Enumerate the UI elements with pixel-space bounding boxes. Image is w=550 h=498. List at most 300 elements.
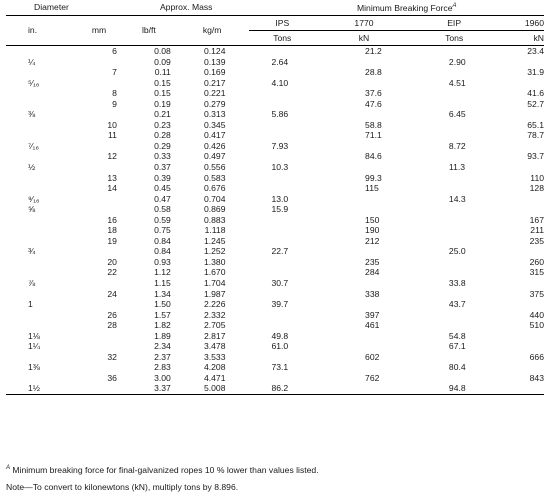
- cell-lbft: 0.11: [154, 67, 171, 78]
- cell-eip: 54.8: [448, 330, 466, 341]
- cell-1960: 843: [529, 372, 544, 383]
- cell-ips: [249, 130, 315, 141]
- cell-1770: [315, 141, 413, 152]
- cell-1770: [315, 384, 413, 395]
- cell-kgm: 0.124: [203, 45, 226, 56]
- table-row: [6, 278, 544, 289]
- cell-ips: [249, 257, 315, 268]
- cell-lbft: 0.15: [154, 77, 171, 88]
- cell-ips: 49.8: [271, 330, 289, 341]
- cell-1960: [495, 384, 544, 395]
- cell-ips: [249, 320, 315, 331]
- cell-mm: 32: [107, 351, 117, 362]
- table-row: [6, 78, 544, 89]
- cell-1770: [315, 57, 413, 68]
- cell-lbft: 1.50: [154, 299, 171, 310]
- cell-lbft: 0.47: [154, 193, 171, 204]
- cell-eip: 43.7: [448, 299, 466, 310]
- table-row: [6, 257, 544, 268]
- cell-eip: [413, 88, 495, 99]
- cell-in: ⁹⁄₁₆: [28, 193, 40, 204]
- cell-1770: [315, 362, 413, 373]
- cell-1770: 461: [365, 320, 380, 331]
- cell-1770: [315, 341, 413, 352]
- header-unit-ips: Tons: [249, 31, 315, 46]
- header-col-eip: EIP: [447, 17, 462, 28]
- cell-ips: [249, 151, 315, 162]
- cell-mm: [75, 78, 123, 89]
- header-col-lbft: lb/ft: [123, 16, 175, 46]
- cell-1960: [495, 341, 544, 352]
- cell-eip: [413, 352, 495, 363]
- table-row: [6, 120, 544, 131]
- cell-1770: 21.2: [365, 45, 382, 56]
- cell-lbft: 1.89: [154, 330, 171, 341]
- cell-kgm: 0.139: [203, 56, 226, 67]
- cell-lbft: 0.84: [154, 246, 171, 257]
- cell-1770: [315, 246, 413, 257]
- cell-mm: [75, 57, 123, 68]
- cell-mm: [75, 362, 123, 373]
- cell-1960: 31.9: [527, 67, 544, 78]
- cell-1770: 150: [365, 214, 380, 225]
- cell-ips: 13.0: [271, 193, 289, 204]
- cell-mm: 19: [107, 235, 117, 246]
- cell-1770: 71.1: [365, 130, 382, 141]
- cell-1770: [315, 204, 413, 215]
- cell-1960: 666: [529, 351, 544, 362]
- cell-lbft: 0.93: [154, 256, 171, 267]
- cell-eip: 2.90: [448, 56, 466, 67]
- cell-lbft: 1.34: [154, 288, 171, 299]
- table-row: [6, 141, 544, 152]
- cell-1770: 47.6: [365, 98, 382, 109]
- cell-in: [6, 151, 75, 162]
- cell-1770: [315, 278, 413, 289]
- cell-eip: [413, 130, 495, 141]
- cell-mm: [75, 109, 123, 120]
- cell-1960: 440: [529, 309, 544, 320]
- table-row: [6, 130, 544, 141]
- cell-1770: 212: [365, 235, 380, 246]
- cell-lbft: 1.15: [154, 278, 171, 288]
- header-row-group: [6, 0, 544, 16]
- cell-mm: [75, 194, 123, 205]
- cell-kgm: 0.345: [203, 119, 226, 130]
- cell-kgm: 0.313: [203, 109, 226, 120]
- cell-lbft: 0.29: [154, 140, 171, 151]
- cell-1960: [495, 194, 544, 205]
- cell-1770: 235: [365, 256, 380, 267]
- cell-1960: [495, 278, 544, 289]
- cell-lbft: 0.21: [154, 109, 171, 120]
- cell-1960: [495, 162, 544, 173]
- table-row: [6, 341, 544, 352]
- header-col-mm: mm: [75, 16, 123, 46]
- table-row: [6, 236, 544, 247]
- cell-1960: 375: [529, 288, 544, 299]
- cell-in: [6, 289, 75, 300]
- cell-eip: 11.3: [448, 161, 466, 172]
- cell-kgm: 4.208: [203, 362, 226, 373]
- cell-lbft: 3.37: [123, 384, 175, 395]
- cell-lbft: 0.58: [154, 204, 171, 215]
- cell-1960: [495, 204, 544, 215]
- cell-eip: 6.45: [448, 109, 466, 120]
- cell-in: [6, 257, 75, 268]
- conversion-note: Note—To convert to kilonewtons (kN), multiply tons by 8.896.: [6, 482, 239, 492]
- cell-in: 1¼: [28, 341, 40, 352]
- cell-in: ⅝: [28, 204, 36, 215]
- cell-eip: [413, 99, 495, 110]
- cell-kgm: 0.169: [203, 67, 226, 78]
- cell-eip: [413, 289, 495, 300]
- cell-1960: [495, 109, 544, 120]
- cell-1960: [495, 57, 544, 68]
- cell-1960: 78.7: [527, 130, 544, 141]
- table-row: [6, 57, 544, 68]
- table-row: [6, 99, 544, 110]
- cell-eip: [413, 215, 495, 226]
- cell-mm: [75, 162, 123, 173]
- table-row: [6, 67, 544, 78]
- cell-1770: [315, 194, 413, 205]
- table-body: [6, 46, 544, 395]
- cell-1960: 167: [529, 214, 544, 225]
- cell-ips: [249, 88, 315, 99]
- cell-mm: 24: [107, 288, 117, 299]
- cell-1960: 52.7: [527, 98, 544, 109]
- cell-1770: 602: [365, 351, 380, 362]
- cell-ips: [249, 46, 315, 57]
- cell-in: ⅜: [28, 109, 36, 120]
- cell-mm: 11: [108, 130, 117, 141]
- cell-lbft: 0.23: [154, 119, 171, 130]
- table-row: [6, 162, 544, 173]
- cell-lbft: 2.34: [154, 341, 171, 352]
- table-row: [6, 109, 544, 120]
- cell-in: ¼: [28, 56, 36, 67]
- header-unit-eip: Tons: [413, 31, 495, 46]
- cell-eip: 4.51: [448, 77, 466, 88]
- cell-1960: [495, 331, 544, 342]
- cell-kgm: 2.226: [203, 299, 226, 310]
- table-header: [6, 0, 544, 46]
- cell-mm: 20: [107, 256, 117, 267]
- cell-ips: 39.7: [271, 299, 289, 310]
- table-row: [6, 151, 544, 162]
- table-row: [6, 362, 544, 373]
- cell-eip: [413, 257, 495, 268]
- cell-mm: [75, 141, 123, 152]
- table-row: [6, 225, 544, 236]
- cell-lbft: 0.37: [154, 161, 171, 172]
- cell-ips: [249, 215, 315, 226]
- cell-in: [6, 310, 75, 321]
- cell-eip: [413, 151, 495, 162]
- cell-mm: 6: [112, 45, 117, 56]
- header-col-ips: IPS: [275, 17, 290, 28]
- cell-in: [6, 352, 75, 363]
- table-row: [6, 204, 544, 215]
- cell-1770: [315, 299, 413, 310]
- header-approx-mass: [123, 0, 250, 16]
- cell-mm: [75, 384, 123, 395]
- cell-in: [6, 99, 75, 110]
- cell-1960: 235: [529, 235, 544, 246]
- cell-lbft: 1.57: [154, 309, 171, 320]
- table-row: [6, 373, 544, 384]
- cell-in: ⁷⁄₁₆: [28, 140, 39, 151]
- cell-lbft: 0.45: [154, 183, 171, 194]
- cell-1960: 41.6: [527, 88, 544, 99]
- footnote-a-marker: A: [6, 465, 11, 472]
- cell-kgm: 0.704: [203, 193, 226, 204]
- cell-kgm: 1.252: [203, 246, 226, 257]
- header-min-breaking-force: [249, 0, 544, 16]
- cell-ips: [249, 173, 315, 184]
- cell-ips: 15.9: [271, 204, 289, 215]
- cell-in: ⅞: [28, 278, 36, 288]
- cell-1960: 110: [530, 172, 544, 183]
- cell-mm: [75, 204, 123, 215]
- cell-in: ⁵⁄₁₆: [28, 77, 40, 88]
- cell-kgm: 1.987: [203, 288, 226, 299]
- cell-lbft: 1.82: [154, 320, 171, 331]
- cell-1960: [495, 362, 544, 373]
- cell-in: [6, 183, 75, 194]
- table-row: [6, 331, 544, 342]
- cell-lbft: 0.15: [154, 88, 171, 99]
- cell-eip: [413, 120, 495, 131]
- cell-mm: [75, 299, 123, 310]
- cell-mm: 28: [107, 320, 117, 331]
- cell-in: 1: [28, 299, 33, 310]
- footnote-a-text: Minimum breaking force for final-galvanized ropes 10 % lower than values listed.: [10, 465, 319, 475]
- cell-lbft: 0.19: [154, 98, 171, 109]
- cell-kgm: 3.478: [203, 341, 226, 352]
- cell-mm: 22: [107, 267, 117, 278]
- cell-1770: 58.8: [365, 119, 382, 130]
- cell-kgm: 0.883: [203, 214, 226, 225]
- cell-eip: [413, 204, 495, 215]
- cell-eip: [413, 225, 495, 236]
- cell-1960: 128: [529, 183, 544, 194]
- cell-mm: 12: [107, 151, 117, 162]
- cell-in: ½: [28, 161, 36, 172]
- cell-lbft: 0.59: [154, 214, 171, 225]
- cell-1960: [495, 78, 544, 89]
- table-row: [6, 289, 544, 300]
- cell-ips: 10.3: [271, 161, 289, 172]
- cell-mm: 26: [107, 309, 117, 320]
- cell-kgm: 0.417: [203, 130, 226, 141]
- cell-1770: 190: [365, 225, 380, 236]
- cell-1960: [495, 299, 544, 310]
- cell-1770: 84.6: [365, 151, 382, 162]
- cell-1960: 93.7: [527, 151, 544, 162]
- cell-mm: 10: [107, 119, 117, 130]
- header-col-1770: 1770: [354, 17, 374, 28]
- table-row: [6, 267, 544, 278]
- cell-in: [6, 120, 75, 131]
- cell-ips: 30.7: [271, 278, 289, 288]
- cell-ips: 7.93: [271, 140, 289, 151]
- cell-eip: 14.3: [448, 193, 466, 204]
- cell-1960: 315: [529, 267, 544, 278]
- cell-eip: [413, 320, 495, 331]
- cell-in: [6, 215, 75, 226]
- wire-rope-table: [6, 0, 544, 395]
- table-row: [6, 215, 544, 226]
- header-approx-mass-label: Approx. Mass: [159, 2, 213, 13]
- cell-1960: 260: [529, 256, 544, 267]
- table-row: [6, 46, 544, 57]
- cell-1770: 338: [365, 288, 380, 299]
- cell-1770: 762: [365, 372, 380, 383]
- cell-eip: [413, 46, 495, 57]
- header-row-columns: [6, 16, 544, 31]
- cell-kgm: 0.217: [203, 77, 226, 88]
- cell-kgm: 4.471: [203, 372, 226, 383]
- cell-kgm: 0.279: [203, 98, 226, 109]
- cell-in: 1⅜: [28, 362, 40, 373]
- cell-lbft: 0.84: [154, 235, 171, 246]
- footnote-a: [6, 465, 319, 475]
- cell-1770: [315, 162, 413, 173]
- cell-eip: 25.0: [448, 246, 466, 257]
- cell-eip: [413, 236, 495, 247]
- table-row: [6, 352, 544, 363]
- cell-in: [6, 225, 75, 236]
- cell-in: [6, 67, 75, 78]
- cell-1770: [315, 331, 413, 342]
- cell-in: [6, 130, 75, 141]
- cell-eip: [413, 310, 495, 321]
- cell-1770: [315, 78, 413, 89]
- cell-lbft: 1.12: [154, 267, 171, 278]
- cell-ips: [249, 183, 315, 194]
- cell-1770: 99.3: [365, 172, 382, 183]
- cell-kgm: 0.426: [203, 140, 226, 151]
- cell-kgm: 0.556: [203, 161, 226, 172]
- cell-in: [6, 173, 75, 184]
- cell-in: 1½: [6, 384, 75, 395]
- header-col-1960: 1960: [524, 17, 544, 28]
- cell-ips: 5.86: [271, 109, 289, 120]
- cell-kgm: 2.817: [203, 330, 226, 341]
- cell-mm: 18: [107, 225, 117, 236]
- table-row: [6, 384, 544, 395]
- cell-kgm: 0.583: [203, 172, 226, 183]
- table-row: [6, 183, 544, 194]
- cell-in: [6, 373, 75, 384]
- cell-ips: [249, 225, 315, 236]
- table-row: [6, 320, 544, 331]
- header-col-kgm: kg/m: [175, 16, 250, 46]
- table-row: [6, 299, 544, 310]
- cell-in: ¾: [28, 246, 36, 257]
- cell-eip: [413, 67, 495, 78]
- cell-kgm: 5.008: [175, 384, 250, 395]
- cell-kgm: 1.380: [203, 256, 226, 267]
- cell-1960: 510: [529, 320, 544, 331]
- cell-kgm: 3.533: [203, 351, 226, 362]
- cell-mm: 13: [107, 172, 117, 183]
- cell-ips: [249, 67, 315, 78]
- cell-1770: [315, 109, 413, 120]
- cell-in: [6, 88, 75, 99]
- cell-lbft: 0.39: [154, 172, 171, 183]
- cell-ips: [249, 99, 315, 110]
- cell-lbft: 3.00: [154, 372, 171, 383]
- table-row: [6, 173, 544, 184]
- cell-1960: [495, 246, 544, 257]
- cell-kgm: 1.704: [203, 278, 226, 288]
- cell-ips: 4.10: [271, 77, 289, 88]
- cell-in: [6, 267, 75, 278]
- cell-1960: 23.4: [527, 45, 544, 56]
- cell-ips: 61.0: [271, 341, 289, 352]
- cell-eip: 67.1: [448, 341, 466, 352]
- cell-ips: 2.64: [271, 56, 289, 67]
- cell-mm: 7: [112, 67, 117, 78]
- cell-ips: [249, 289, 315, 300]
- cell-mm: [75, 331, 123, 342]
- header-unit-1770: kN: [315, 31, 413, 46]
- cell-1770: 37.6: [365, 88, 382, 99]
- table-row: [6, 310, 544, 321]
- cell-lbft: 0.09: [154, 56, 171, 67]
- table-row: [6, 194, 544, 205]
- cell-eip: 8.72: [448, 140, 466, 151]
- cell-1770: 28.8: [365, 67, 382, 78]
- cell-in: 1⅛: [28, 330, 40, 341]
- cell-kgm: 0.497: [203, 151, 226, 162]
- cell-1770: 115: [365, 183, 379, 194]
- cell-ips: [249, 373, 315, 384]
- cell-eip: [413, 183, 495, 194]
- cell-in: [6, 236, 75, 247]
- cell-mm: 8: [112, 88, 117, 99]
- cell-in: [6, 46, 75, 57]
- cell-kgm: 1.670: [203, 267, 226, 278]
- cell-mm: 14: [107, 183, 117, 194]
- cell-kgm: 0.869: [203, 204, 226, 215]
- cell-1770: 397: [365, 309, 380, 320]
- cell-kgm: 2.332: [203, 309, 226, 320]
- table-row: [6, 88, 544, 99]
- cell-kgm: 0.676: [203, 183, 226, 194]
- cell-ips: [249, 120, 315, 131]
- cell-1960: [495, 141, 544, 152]
- cell-ips: [249, 310, 315, 321]
- cell-mm: 16: [107, 214, 117, 225]
- cell-eip: [413, 173, 495, 184]
- cell-ips: [249, 352, 315, 363]
- cell-mm: 9: [112, 98, 117, 109]
- cell-lbft: 0.08: [154, 45, 171, 56]
- cell-eip: 94.8: [413, 384, 495, 395]
- cell-lbft: 2.37: [154, 351, 171, 362]
- cell-1960: 211: [530, 225, 544, 236]
- cell-eip: 33.8: [448, 278, 466, 288]
- cell-kgm: 0.221: [203, 88, 226, 99]
- cell-mm: 36: [107, 372, 117, 383]
- cell-ips: 86.2: [249, 384, 315, 395]
- cell-lbft: 2.83: [154, 362, 171, 373]
- cell-kgm: 1.245: [203, 235, 226, 246]
